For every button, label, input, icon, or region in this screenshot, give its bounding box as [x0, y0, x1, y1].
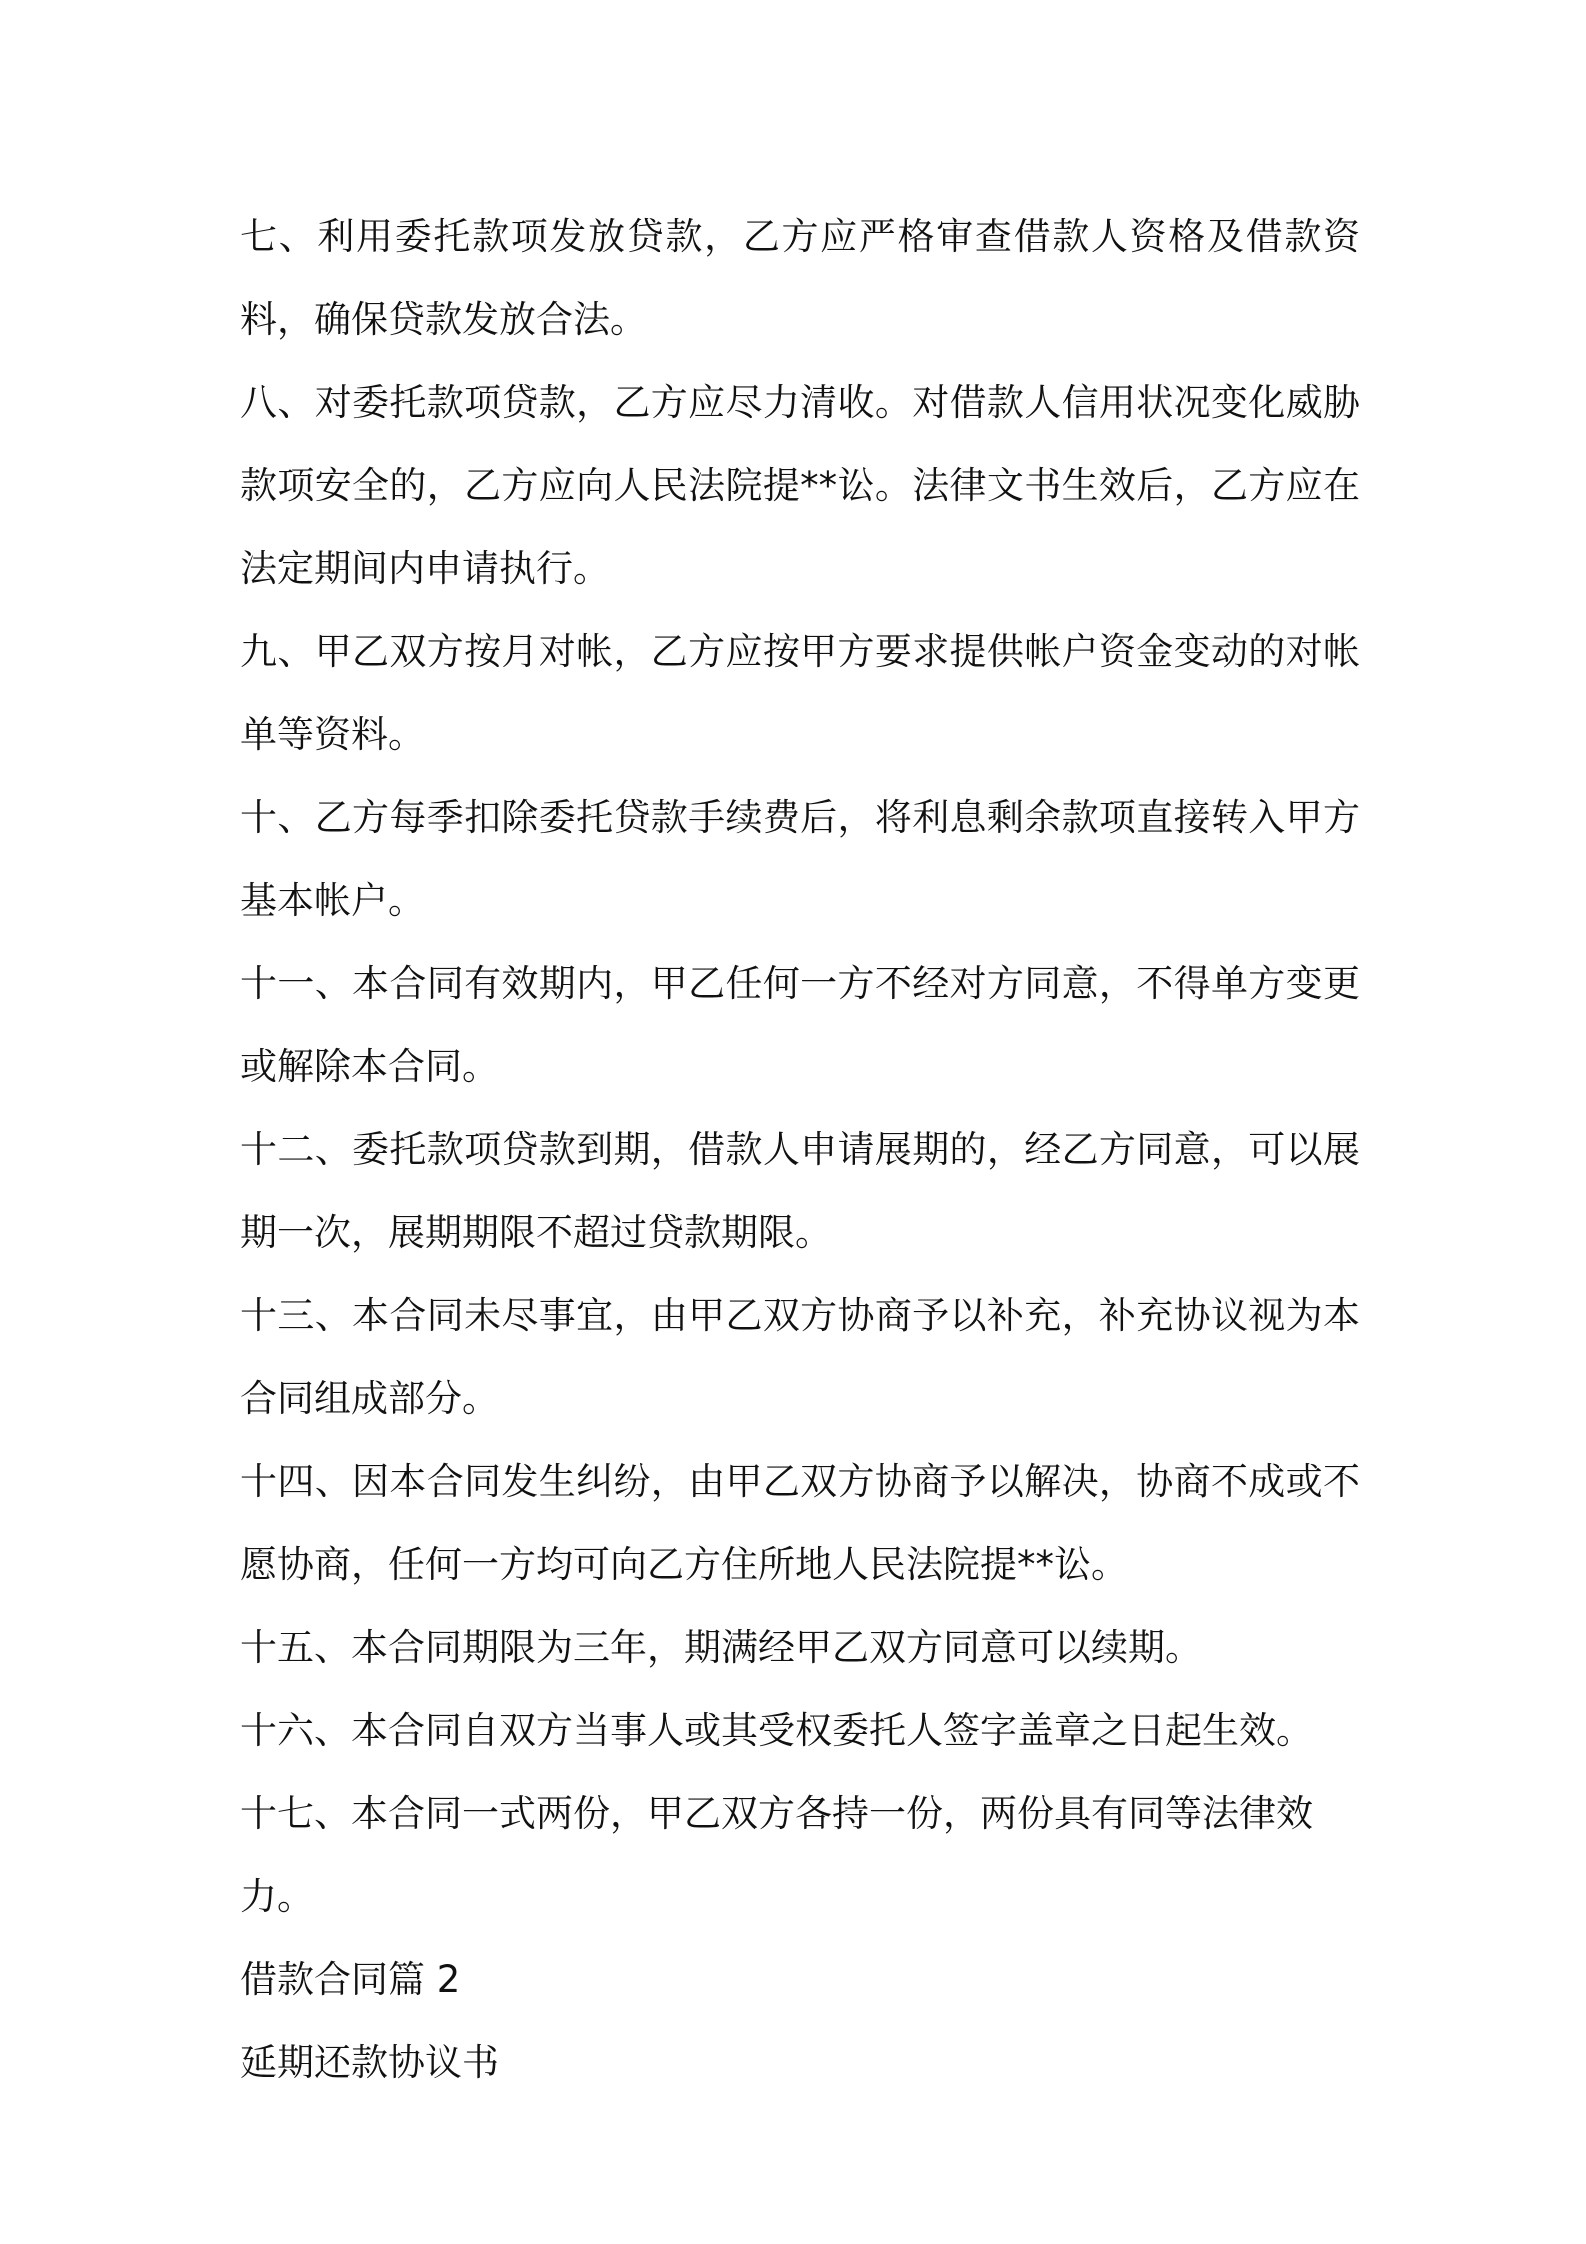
clause-15: 十五、本合同期限为三年，期满经甲乙双方同意可以续期。 [240, 1626, 1202, 1669]
clause-11: 十一、本合同有效期内，甲乙任何一方不经对方同意，不得单方变更或解除本合同。 [240, 962, 1360, 1088]
clause-16: 十六、本合同自双方当事人或其受权委托人签字盖章之日起生效。 [240, 1709, 1313, 1752]
clause-10: 十、乙方每季扣除委托贷款手续费后，将利息剩余款项直接转入甲方基本帐户。 [240, 796, 1360, 922]
clause-9: 九、甲乙双方按月对帐，乙方应按甲方要求提供帐户资金变动的对帐单等资料。 [240, 630, 1360, 756]
clause-7: 七、利用委托款项发放贷款，乙方应严格审查借款人资格及借款资料，确保贷款发放合法。 [240, 215, 1360, 341]
document-body [240, 195, 1360, 2104]
clause-17: 十七、本合同一式两份，甲乙双方各持一份，两份具有同等法律效力。 [240, 1792, 1313, 1918]
clause-14: 十四、因本合同发生纠纷，由甲乙双方协商予以解决，协商不成或不愿协商，任何一方均可向乙方住所地人民法院提**讼。 [240, 1460, 1360, 1586]
section-title: 借款合同篇 2 [240, 1958, 461, 2001]
clause-12: 十二、委托款项贷款到期，借款人申请展期的，经乙方同意，可以展期一次，展期期限不超过贷款期限。 [240, 1128, 1360, 1254]
clause-8: 八、对委托款项贷款，乙方应尽力清收。对借款人信用状况变化威胁款项安全的，乙方应向人民法院提**讼。法律文书生效后，乙方应在法定期间内申请执行。 [240, 381, 1360, 590]
agreement-subtitle: 延期还款协议书 [240, 2041, 499, 2084]
clause-13: 十三、本合同未尽事宜，由甲乙双方协商予以补充，补充协议视为本合同组成部分。 [240, 1294, 1360, 1420]
